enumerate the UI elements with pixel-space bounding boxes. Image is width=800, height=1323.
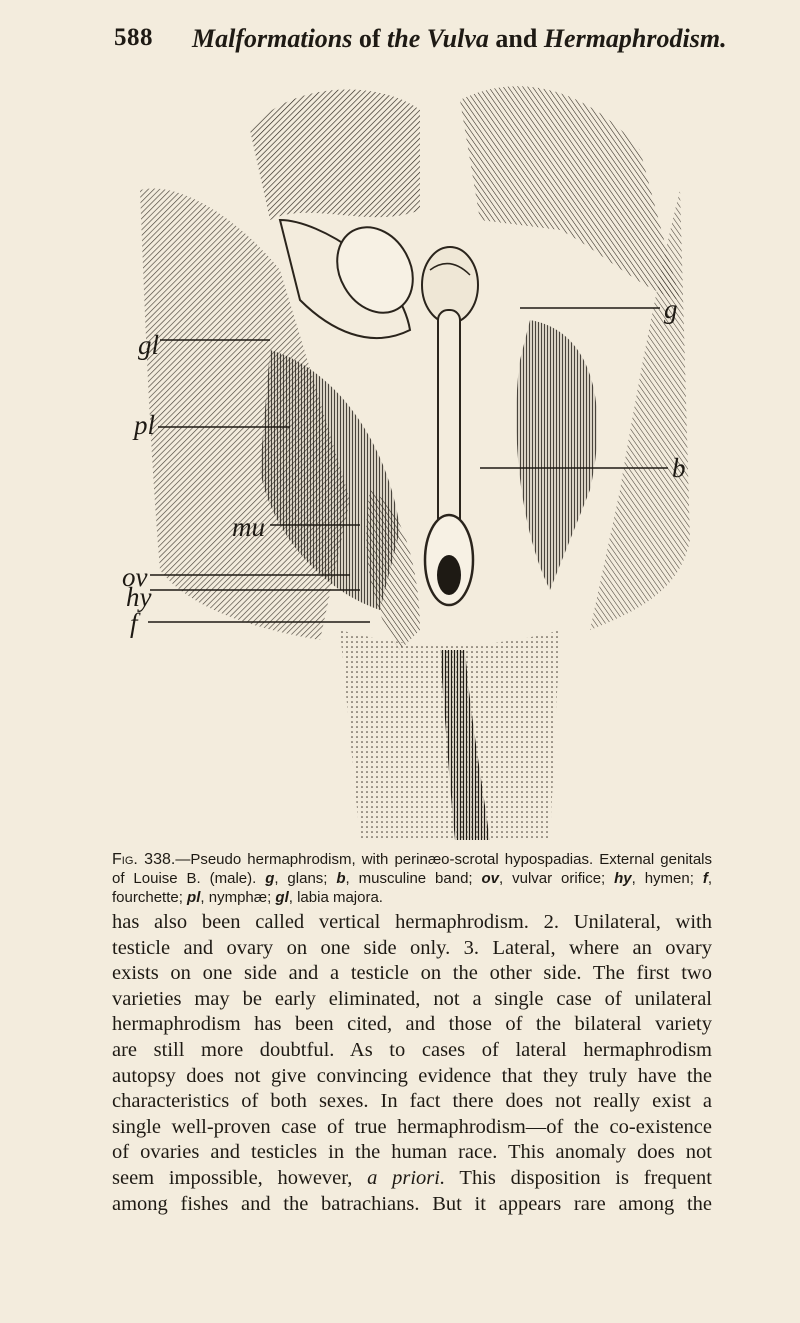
running-head bbox=[114, 24, 727, 64]
body-line: among fishes and the batrachians. But it appears rare among the bbox=[112, 1192, 712, 1215]
body-line: single well-proven case of true hermaphrodism—of the co-existence bbox=[112, 1115, 712, 1138]
pubic-hair-left bbox=[250, 90, 420, 220]
label-mu: mu bbox=[232, 512, 265, 542]
figure-caption: Fig. 338.—Pseudo hermaphrodism, with perinæo-scrotal hypospadias. External genitals of Louise B. (male). g, glans; b, musculine band; ov, vulvar orifice; hy, hymen; f, fourchette; pl, nymphæ; gl, labia majora. bbox=[112, 851, 713, 906]
body-line: of ovaries and testicles in the human race. This anomaly does not bbox=[112, 1141, 712, 1164]
body-line: varieties may be early eliminated, not a single case of unilateral bbox=[112, 987, 712, 1010]
body-line: are still more doubtful. As to cases of lateral hermaphrodism bbox=[112, 1038, 712, 1061]
body-line: hermaphrodism has been cited, and those of the bilateral variety bbox=[112, 1013, 712, 1036]
vulvar-orifice bbox=[366, 490, 420, 650]
body-line: exists on one side and a testicle on the other side. The first two bbox=[112, 962, 712, 985]
body-line: testicle and ovary on one side only. 3. Lateral, where an ovary bbox=[112, 936, 712, 959]
label-gl: gl bbox=[138, 330, 160, 360]
body-line: has also been called vertical hermaphrodism. 2. Unilateral, with bbox=[112, 911, 712, 933]
label-ov: ov bbox=[122, 562, 148, 592]
page-number: 588 bbox=[114, 24, 153, 51]
label-g: g bbox=[664, 294, 678, 324]
running-title: Malformations of the Vulva and Hermaphrodism. bbox=[192, 24, 727, 53]
pubic-hair-right bbox=[460, 86, 680, 300]
body-line: characteristics of both sexes. In fact there does not really exist a bbox=[112, 1090, 712, 1113]
body-line: seem impossible, however, a priori. This disposition is frequent bbox=[112, 1166, 712, 1189]
body-text bbox=[112, 910, 712, 1217]
label-hy: hy bbox=[126, 582, 152, 612]
label-b: b bbox=[672, 453, 686, 483]
engraving-drawing bbox=[120, 70, 700, 840]
anatomical-illustration bbox=[120, 70, 700, 840]
label-pl: pl bbox=[134, 410, 156, 440]
thumb bbox=[280, 214, 428, 339]
label-f: f bbox=[130, 608, 138, 638]
musculine-band bbox=[425, 310, 473, 605]
body-line: autopsy does not give convincing evidence that they truly have the bbox=[112, 1064, 712, 1087]
perineum bbox=[340, 630, 560, 840]
